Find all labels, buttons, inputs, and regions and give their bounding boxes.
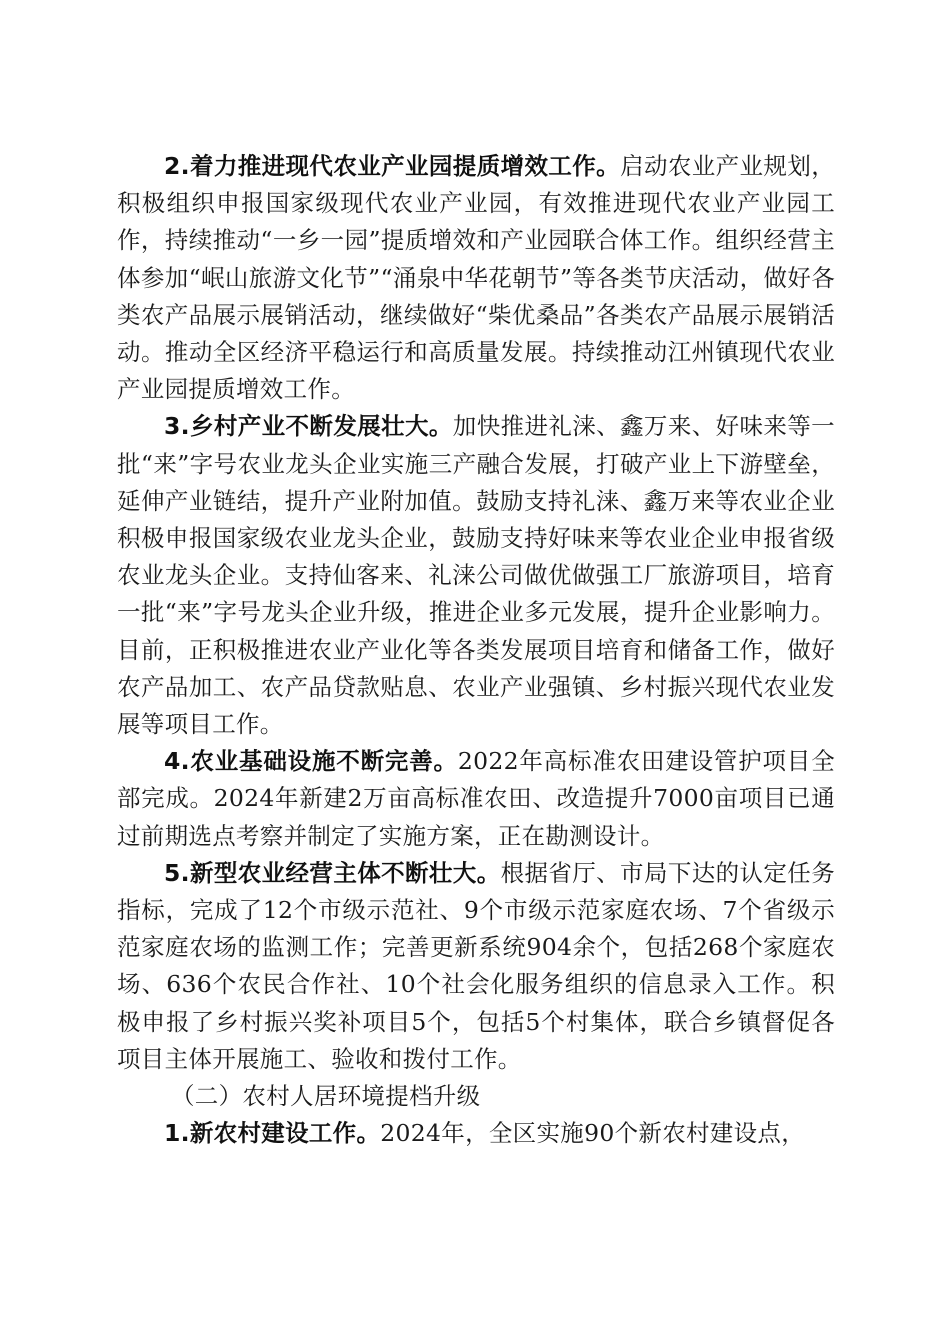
paragraph-lead: 1.新农村建设工作。 <box>164 1119 381 1148</box>
paragraph-body: 启动农业产业规划，积极组织申报国家级现代农业产业园，有效推进现代农业产业园工作，持续推动“一乡一园”提质增效和产业园联合体工作。组织经营主体参加“岷山旅游文化节”“涌泉中华花朝节”等各类节庆活动，做好各类农产品展示展销活动，继续做好“柴优桑品”各类农产品展示展销活动。推动全区经济平稳运行和高质量发展。持续推动江州镇现代农业产业园提质增效工作。 <box>117 152 836 404</box>
paragraph-lead: 2.着力推进现代农业产业园提质增效工作。 <box>164 152 621 180</box>
paragraph-business-entities <box>117 855 835 1078</box>
paragraph-lead: 3.乡村产业不断发展壮大。 <box>164 412 453 441</box>
paragraph-new-countryside <box>117 1115 835 1152</box>
paragraph-lead: 4.农业基础设施不断完善。 <box>164 747 458 776</box>
paragraph-body: 2024年，全区实施90个新农村建设点， <box>380 1119 805 1148</box>
paragraph-body: 加快推进礼涞、鑫万来、好味来等一批“来”字号农业龙头企业实施三产融合发展，打破产业上下游壁垒，延伸产业链结，提升产业附加值。鼓励支持礼涞、鑫万来等农业企业积极申报国家级农业龙头企业，鼓励支持好味来等农业企业申报省级农业龙头企业。支持仙客来、礼涞公司做优做强工厂旅游项目，培育一批“来”字号龙头企业升级，推进企业多元发展，提升企业影响力。目前，正积极推进农业产业化等各类发展项目培育和储备工作，做好农产品加工、农产品贷款贴息、农业产业强镇、乡村振兴现代农业发展等项目工作。 <box>117 412 835 739</box>
paragraph-industrial-park <box>117 148 835 408</box>
paragraph-rural-industry <box>117 408 835 743</box>
paragraph-body: 2022年高标准农田建设管护项目全部完成。2024年新建2万亩高标准农田、改造提升7000亩项目已通过前期选点考察并制定了实施方案，正在勘测设计。 <box>117 747 835 850</box>
paragraph-lead: 5.新型农业经营主体不断壮大。 <box>164 858 501 887</box>
paragraph-infrastructure <box>117 743 835 855</box>
paragraph-body: 根据省厅、市局下达的认定任务指标，完成了12个市级示范社、9个市级示范家庭农场、7个省级示范家庭农场的监测工作；完善更新系统904余个，包括268个家庭农场、636个农民合作社、10个社会化服务组织的信息录入工作。积极申报了乡村振兴奖补项目5个，包括5个村集体，联合乡镇督促各项目主体开展施工、验收和拨付工作。 <box>117 858 836 1073</box>
section-heading: （二）农村人居环境提档升级 <box>171 1082 481 1111</box>
